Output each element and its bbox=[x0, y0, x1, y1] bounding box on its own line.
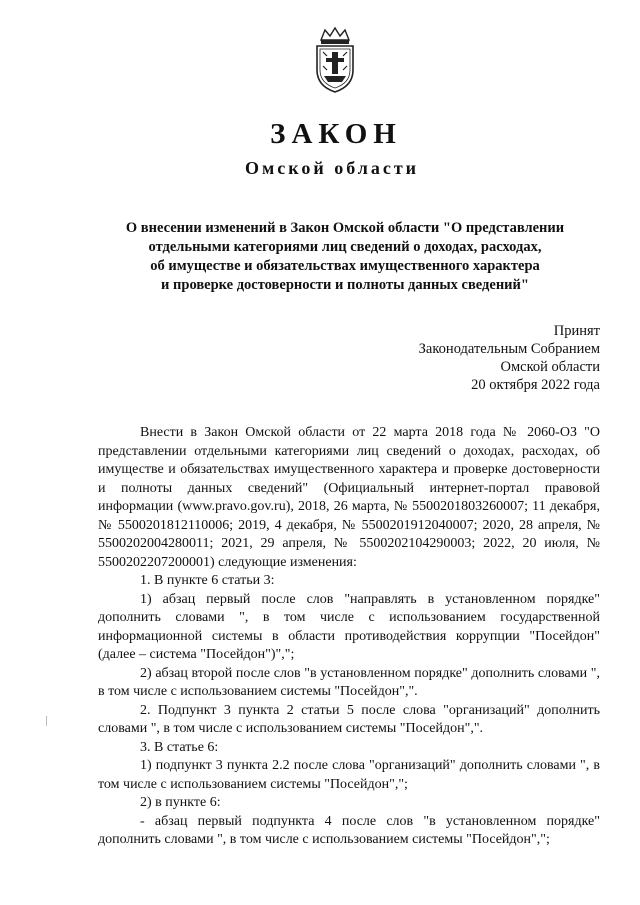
heading-line: О внесении изменений в Закон Омской области "О представлении bbox=[125, 220, 565, 236]
adoption-date: 20 октября 2022 года bbox=[471, 377, 600, 393]
heading-line: отдельными категориями лиц сведений о доходах, расходах, bbox=[148, 239, 542, 255]
item-paragraph: 2. Подпункт 3 пункта 2 статьи 5 после слова "организаций" дополнить словами ", в том числе с использованием системы "Посейдон",". bbox=[98, 702, 600, 736]
item-paragraph: 1) подпункт 3 пункта 2.2 после слова "организаций" дополнить словами ", в том числе с использованием системы "Посейдон","; bbox=[98, 758, 600, 792]
item-paragraph: 2) в пункте 6: bbox=[140, 795, 221, 810]
item-paragraph: - абзац первый подпункта 4 после слов "в установленном порядке" дополнить словами ", в том числе с использованием системы "Посейдон","; bbox=[98, 813, 600, 847]
item-paragraph: 1) абзац первый после слов "направлять в установленном порядке" дополнить словами ", в том числе с использованием государственной информационной системы в области противодействия коррупции "Посейдон" (далее – система "Посейдон")","; bbox=[98, 591, 600, 662]
heading-line: и проверке достоверности и полноты данных сведений" bbox=[161, 277, 529, 293]
adoption-line: Омской области bbox=[500, 359, 600, 375]
adoption-line: Законодательным Собранием bbox=[418, 341, 600, 357]
item-paragraph: 3. В статье 6: bbox=[140, 739, 219, 755]
margin-mark bbox=[46, 716, 47, 726]
item-paragraph: 2) абзац второй после слов "в установленном порядке" дополнить словами ", в том числе с использованием системы "Посейдон",". bbox=[98, 665, 600, 699]
heading-line: об имуществе и обязательствах имущественного характера bbox=[150, 258, 540, 274]
adoption-line: Принят bbox=[553, 323, 600, 339]
document-title: ЗАКОН bbox=[270, 118, 402, 150]
preamble-paragraph: Внести в Закон Омской области от 22 марта 2018 года № 2060-ОЗ "О представлении отдельными категориями лиц сведений о доходах, расходах, об имуществе и обязательствах имущественного характера и проверке достоверности и полноты данных сведений" (Официальный интернет-портал правовой информации (www.pravo.gov.ru), 2018, 26 марта, № 5500201803260007; 11 декабря, № 5500201812110006; 2019, 4 декабря, № 5500201912040007; 2020, 28 апреля, № 5500202004280011; 2021, 29 апреля, № 5500202104290003; 2022, 20 июля, № 5500202207200001) следующие изменения: bbox=[98, 425, 600, 570]
law-heading bbox=[100, 219, 590, 295]
law-body bbox=[98, 424, 600, 850]
adoption-block bbox=[419, 322, 600, 394]
document-subtitle: Омской области bbox=[244, 158, 420, 178]
item-paragraph: 1. В пункте 6 статьи 3: bbox=[140, 573, 275, 588]
coat-of-arms-icon bbox=[311, 26, 359, 94]
